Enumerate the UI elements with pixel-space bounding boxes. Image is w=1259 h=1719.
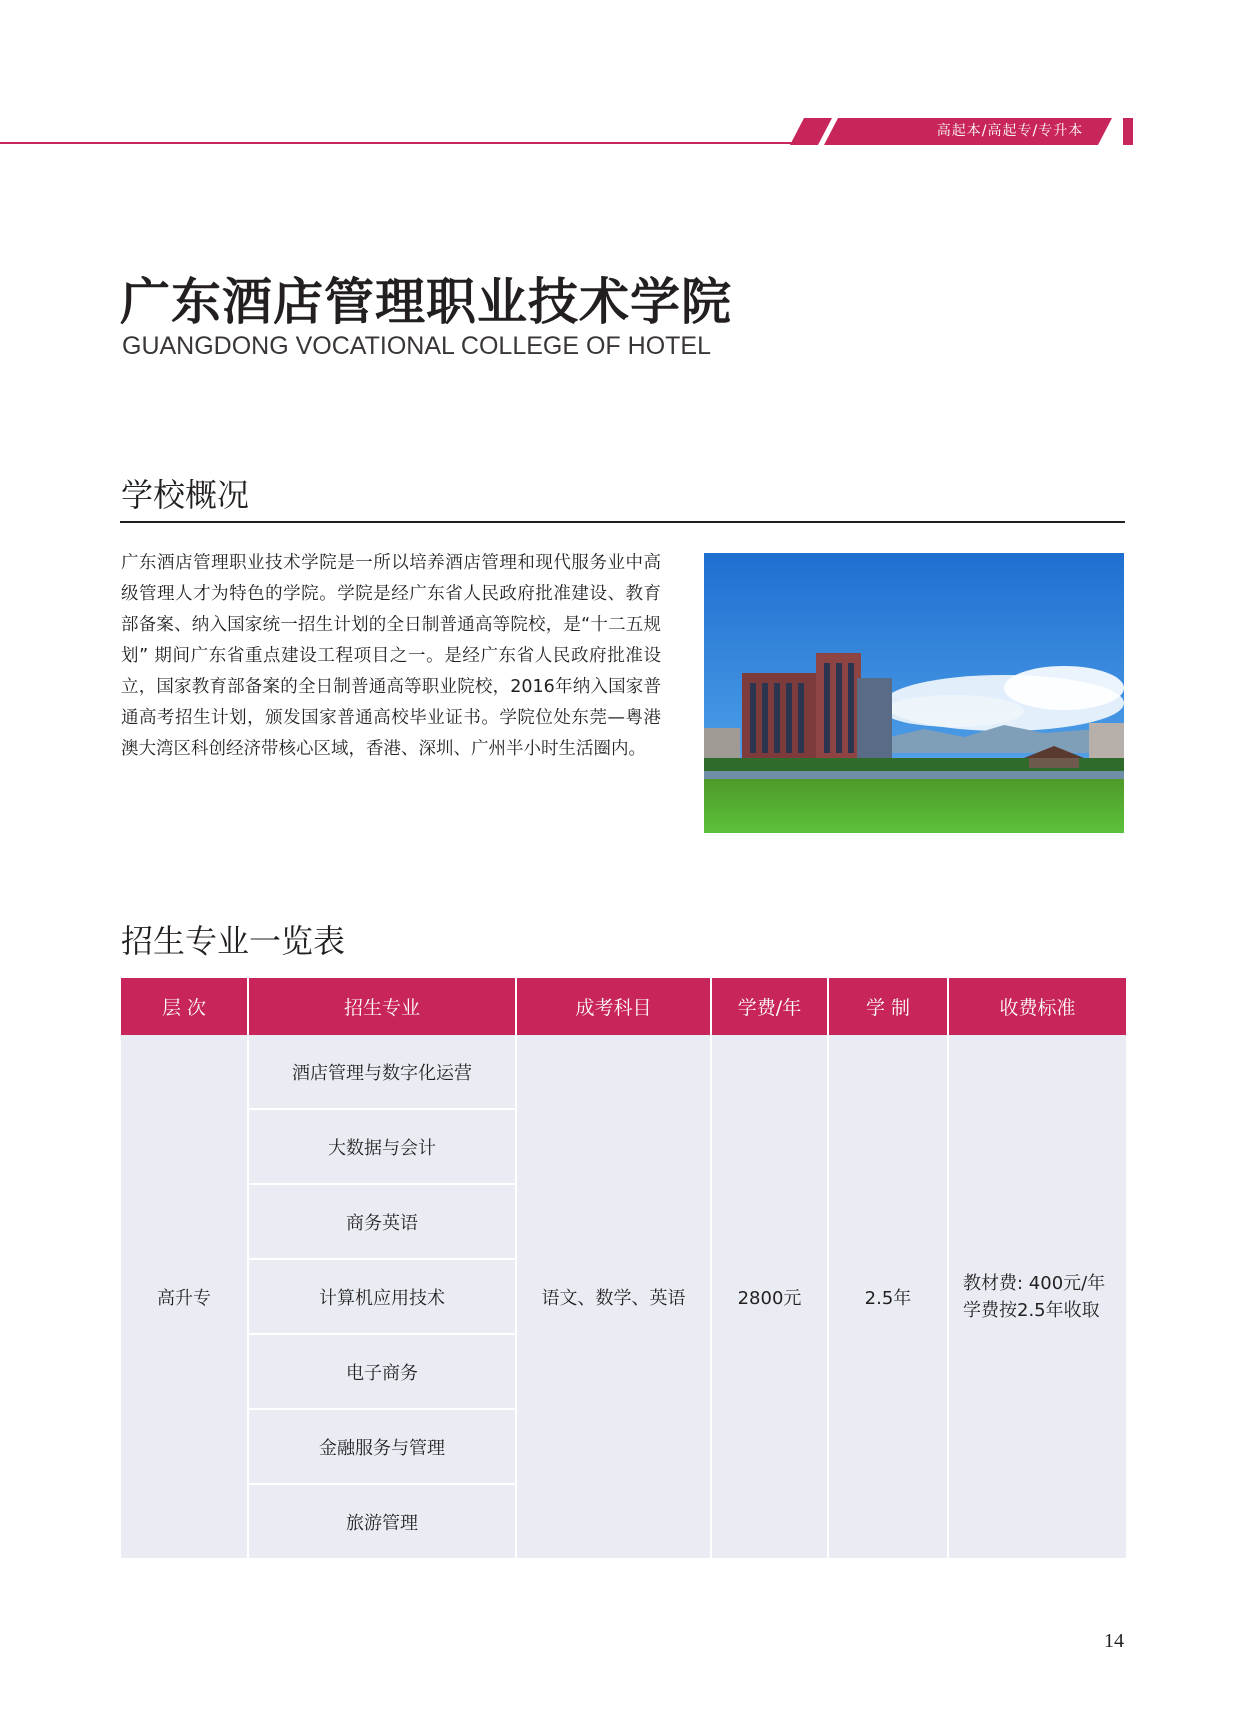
overview-rule — [120, 521, 1125, 523]
fee-line-tuition: 学费按2.5年收取 — [963, 1299, 1100, 1321]
majors-table — [121, 978, 1126, 1558]
campus-building-photo — [704, 553, 1124, 833]
major-cell: 大数据与会计 — [248, 1109, 516, 1184]
major-cell: 计算机应用技术 — [248, 1259, 516, 1334]
tuition-cell: 2800元 — [711, 1035, 828, 1558]
page-number: 14 — [1104, 1630, 1124, 1652]
page-title: 广东酒店管理职业技术学院 — [120, 273, 732, 331]
header-fee-standard: 收费标准 — [948, 978, 1126, 1035]
header-banner-text: 高起本/高起专/专升本 — [936, 123, 1084, 139]
major-cell: 金融服务与管理 — [248, 1409, 516, 1484]
major-cell: 酒店管理与数字化运营 — [248, 1035, 516, 1109]
header-level: 层 次 — [121, 978, 248, 1035]
table-header-row — [121, 978, 1126, 1035]
table-row — [121, 1035, 1126, 1109]
header-subjects: 成考科目 — [516, 978, 711, 1035]
header-major: 招生专业 — [248, 978, 516, 1035]
header-duration: 学 制 — [828, 978, 948, 1035]
major-cell: 商务英语 — [248, 1184, 516, 1259]
overview-text: 广东酒店管理职业技术学院是一所以培养酒店管理和现代服务业中高级管理人才为特色的学院。学院是经广东省人民政府批准建设、教育部备案、纳入国家统一招生计划的全日制普通高等院校，是“十二五规划” 期间广东省重点建设工程项目之一。是经广东省人民政府批准设立，国家教育部备案的全日制普通高等职业院校，2016年纳入国家普通高考招生计划，颁发国家普通高校毕业证书。学院位处东莞—粤港澳大湾区科创经济带核心区域，香港、深圳、广州半小时生活圈内。 — [121, 553, 661, 759]
level-cell: 高升专 — [121, 1035, 248, 1558]
page-subtitle-en: GUANGDONG VOCATIONAL COLLEGE OF HOTEL — [122, 332, 711, 360]
majors-heading: 招生专业一览表 — [121, 922, 346, 960]
subjects-cell: 语文、数学、英语 — [516, 1035, 711, 1558]
header-tuition: 学费/年 — [711, 978, 828, 1035]
fee-standard-cell — [948, 1035, 1126, 1558]
overview-heading: 学校概况 — [121, 476, 250, 514]
duration-cell: 2.5年 — [828, 1035, 948, 1558]
header-rule — [0, 142, 810, 144]
major-cell: 电子商务 — [248, 1334, 516, 1409]
header-banner — [790, 118, 1135, 145]
campus-photo-icon — [704, 553, 1124, 833]
fee-line-materials: 教材费: 400元/年 — [963, 1272, 1106, 1294]
major-cell: 旅游管理 — [248, 1484, 516, 1558]
